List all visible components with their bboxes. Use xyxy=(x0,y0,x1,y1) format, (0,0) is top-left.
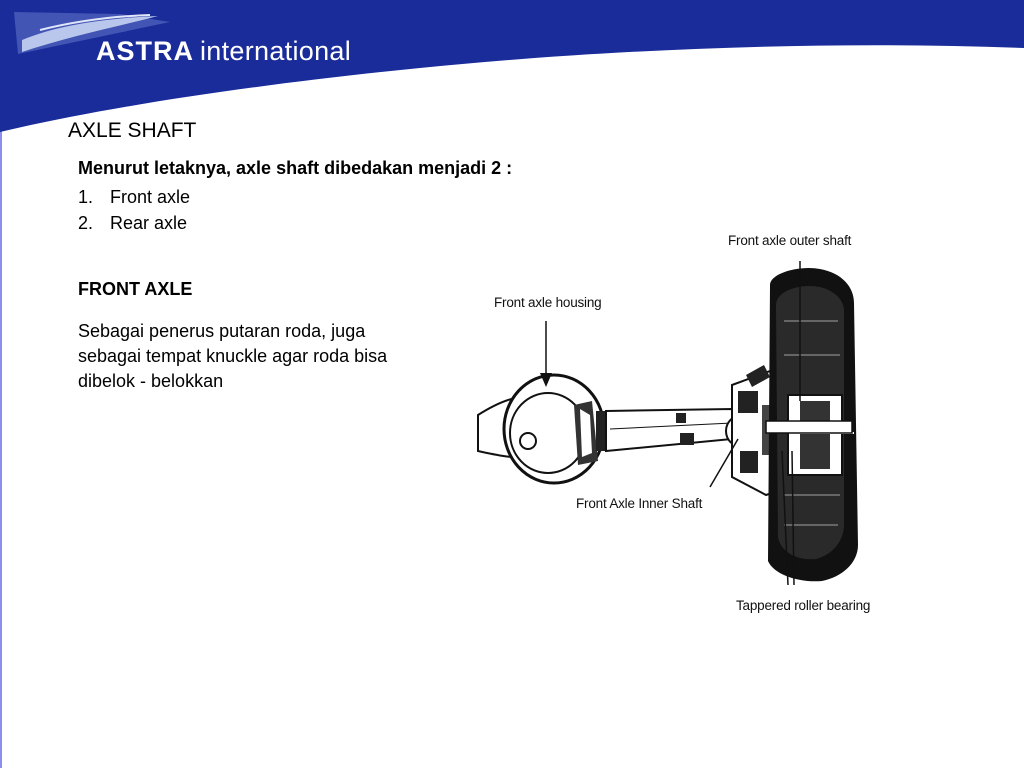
front-axle-diagram xyxy=(470,225,910,625)
list-item-number: 2. xyxy=(78,213,94,233)
logo-suffix: international xyxy=(200,36,352,66)
list-item-label: Rear axle xyxy=(110,213,188,233)
axle-drawing xyxy=(470,225,910,625)
logo-brand: ASTRA xyxy=(96,36,194,66)
slide-title: AXLE SHAFT xyxy=(68,119,197,142)
list-item-label: Front axle xyxy=(110,187,191,207)
label-front-axle-outer-shaft: Front axle outer shaft xyxy=(728,233,852,248)
list-item xyxy=(78,184,190,210)
label-front-axle-housing: Front axle housing xyxy=(494,295,602,310)
intro-text: Menurut letaknya, axle shaft dibedakan menjadi 2 : xyxy=(78,158,513,178)
list-item-number: 1. xyxy=(78,187,94,207)
section-subtitle: FRONT AXLE xyxy=(78,279,193,299)
axle-type-list xyxy=(78,184,190,236)
label-front-axle-inner-shaft: Front Axle Inner Shaft xyxy=(576,496,703,511)
list-item xyxy=(78,210,190,236)
label-tappered-roller-bearing: Tappered roller bearing xyxy=(736,598,871,613)
section-description: Sebagai penerus putaran roda, juga sebagai tempat knuckle agar roda bisa dibelok - belokkan xyxy=(78,321,388,391)
company-logo xyxy=(96,36,351,67)
